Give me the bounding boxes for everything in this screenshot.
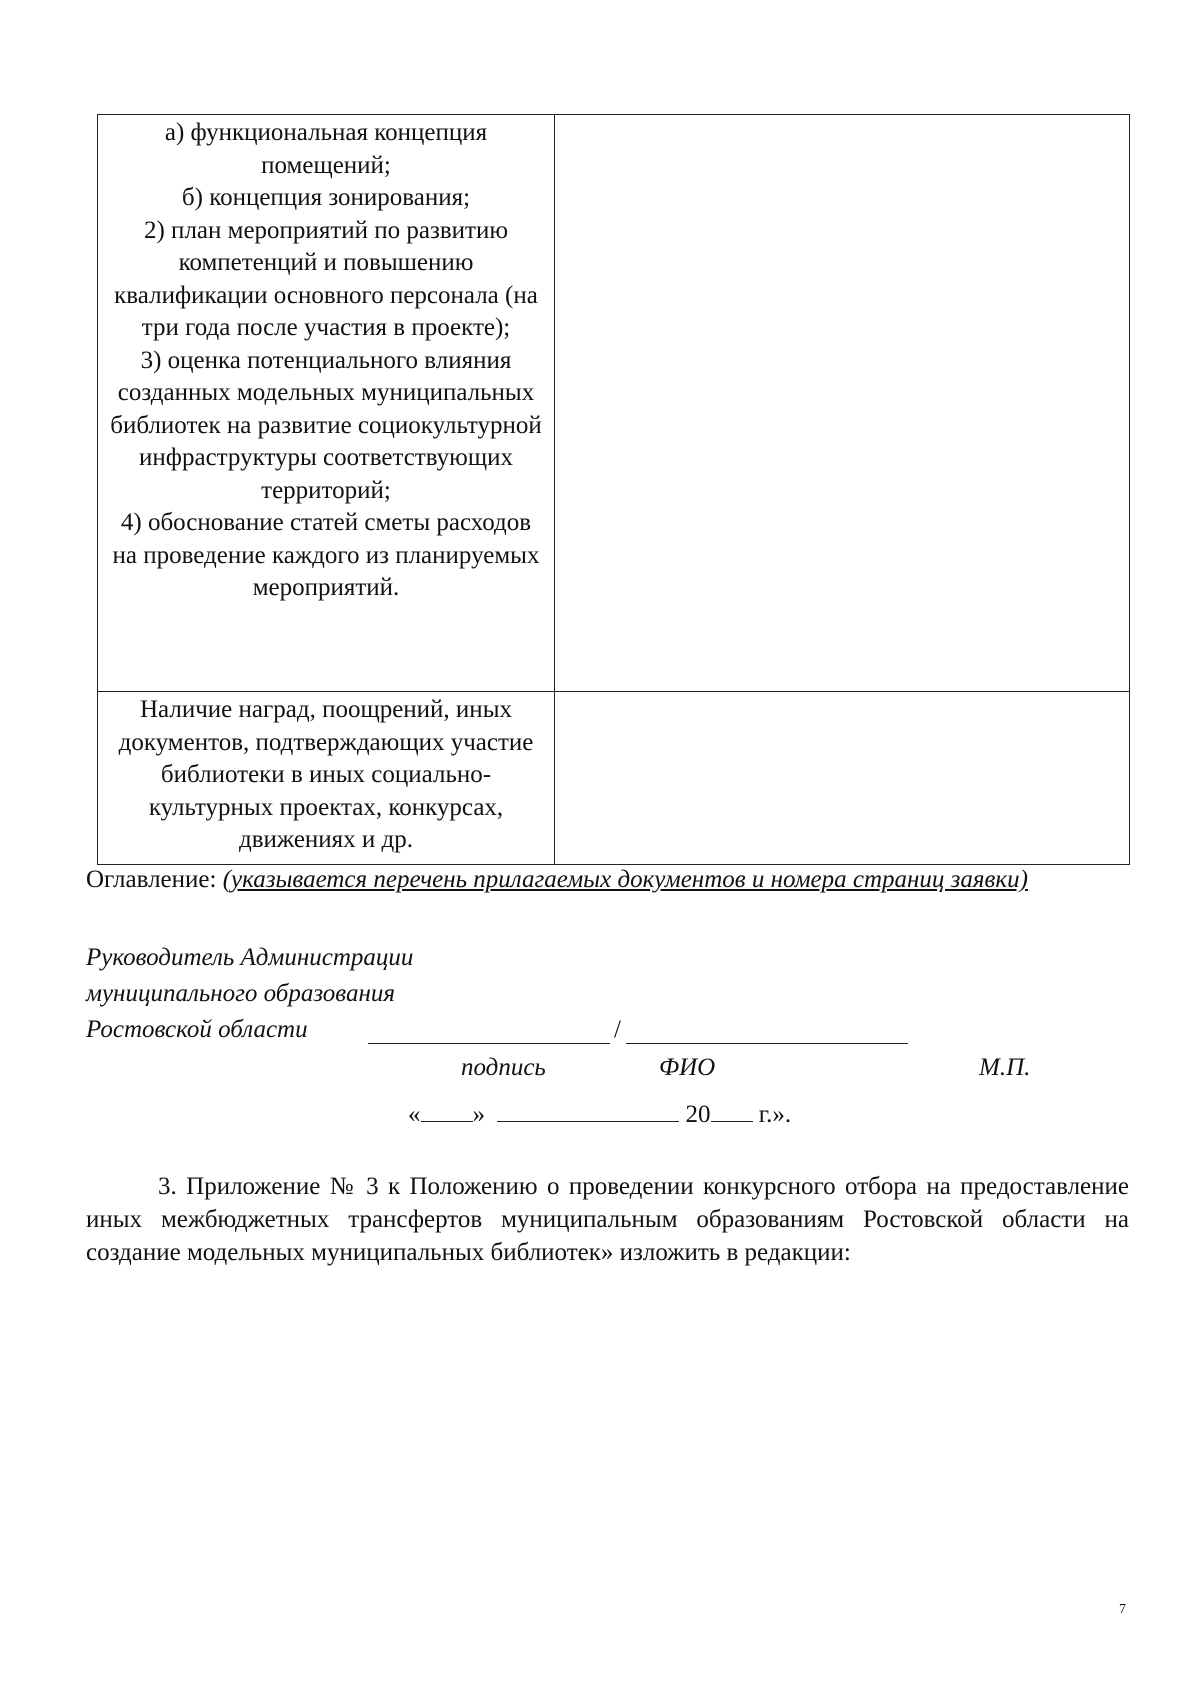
signature-line [368,1043,610,1044]
page-number: 7 [1119,1602,1126,1617]
list-item: б) концепция зонирования; [181,184,471,211]
table-row [98,115,1130,692]
table-of-contents [86,862,1129,898]
name-caption: ФИО [659,1054,716,1081]
month-blank [497,1101,679,1122]
requirements-table [97,114,1130,865]
body-paragraph: 3. Приложение № 3 к Положению о проведении конкурсного отбора на предоставление иных межбюджетных трансфертов муниципальным образованиям Ростовской области на создание модельных муниципальных библиотек» изложить в редакции: [86,1173,1129,1266]
toc-note: (указывается перечень прилагаемых документов и номера страниц заявки) [222,866,1028,893]
day-blank [421,1101,473,1122]
date-suffix: г.». [758,1101,792,1128]
signatory-title-1: Руководитель Администрации [86,944,414,971]
name-line [626,1043,908,1044]
table-cell-empty [555,692,1130,865]
date-open-quote: « [408,1101,421,1128]
table-cell-requirements [98,115,555,692]
signature-slash: / [614,1016,621,1043]
signature-caption: подпись [461,1054,546,1081]
list-item: а) функциональная концепция помещений; [164,119,488,179]
list-item: 2) план мероприятий по развитию компетенций и повышению квалификации основного персонала (на три года после участия в проекте); [114,216,538,341]
table-row [98,692,1130,865]
signatory-title-3: Ростовской области [86,1016,308,1043]
list-item: 3) оценка потенциального влияния созданных модельных муниципальных библиотек на развитие социокультурной инфраструктуры соответствующих территорий; [110,346,542,504]
date-close-quote: » [472,1101,485,1128]
date-line [408,1101,791,1129]
year-prefix: 20 [685,1101,711,1128]
year-blank [711,1101,753,1122]
toc-label: Оглавление: [86,866,217,893]
table-cell-awards: Наличие наград, поощрений, иных документов, подтверждающих участие библиотеки в иных социально-культурных проектах, конкурсах, движениях и др. [98,692,555,865]
table-cell-empty [555,115,1130,692]
signatory-title-2: муниципального образования [86,980,396,1007]
stamp-label: М.П. [979,1054,1031,1081]
list-item: 4) обоснование статей сметы расходов на проведение каждого из планируемых мероприятий. [112,509,540,601]
